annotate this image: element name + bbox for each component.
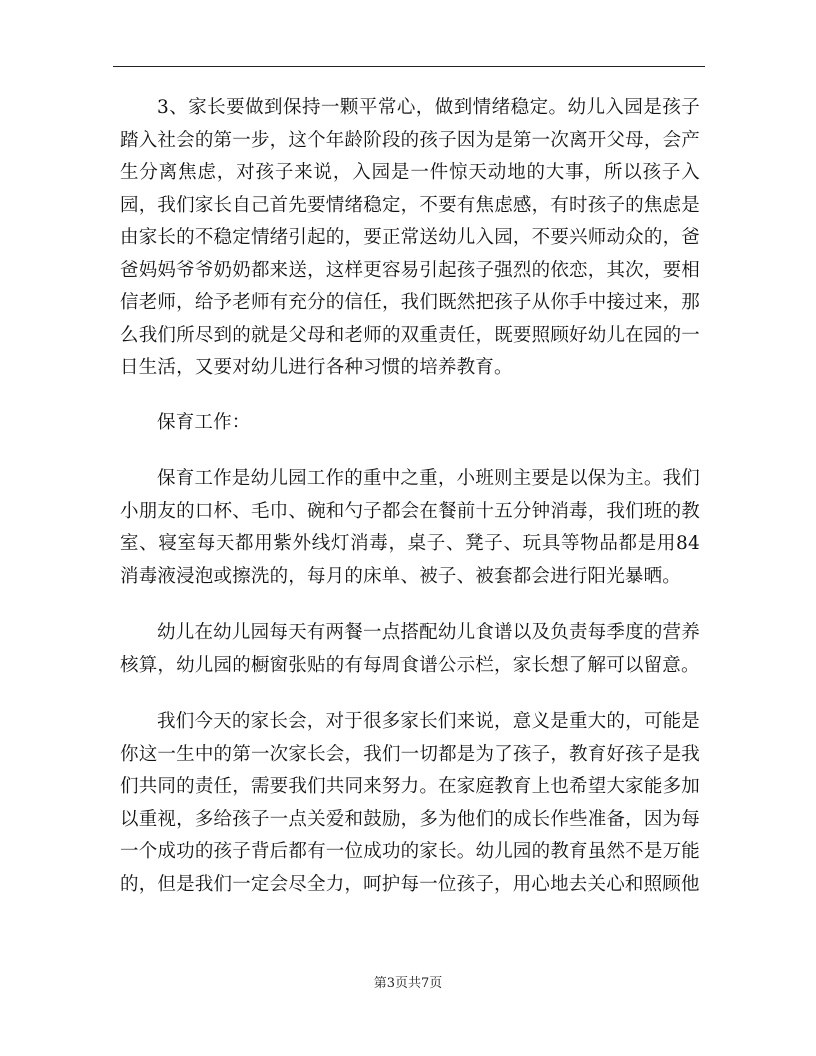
- document-body: [120, 92, 700, 923]
- page-number-footer: 第3页共7页: [373, 976, 443, 991]
- header-rule: [113, 66, 705, 67]
- paragraph-meals-menu: 幼儿在幼儿园每天有两餐一点搭配幼儿食谱以及负责每季度的营养核算，幼儿园的橱窗张贴的有每周食谱公示栏，家长想了解可以留意。: [120, 622, 700, 676]
- paragraph-care-work-disinfection: 保育工作是幼儿园工作的重中之重，小班则主要是以保为主。我们小朋友的口杯、毛巾、碗和勺子都会在餐前十五分钟消毒，我们班的教室、寝室每天都用紫外线灯消毒，桌子、凳子、玩具等物品都是用84消毒液浸泡或擦洗的，每月的床单、被子、被套都会进行阳光暴晒。: [120, 468, 700, 587]
- section-heading-care-work: 保育工作：: [157, 411, 251, 433]
- paragraph-parent-meeting: 我们今天的家长会，对于很多家长们来说，意义是重大的，可能是你这一生中的第一次家长会，我们一切都是为了孩子，教育好孩子是我们共同的责任，需要我们共同来努力。在家庭教育上也希望大家能多加以重视，多给孩子一点关爱和鼓励，多为他们的成长作些准备，因为每一个成功的孩子背后都有一位成功的家长。幼儿园的教育虽然不是万能的，但是我们一定会尽全力，呵护每一位孩子，用心地去关心和照顾他: [120, 711, 700, 895]
- paragraph-parent-emotional-stability: 3、家长要做到保持一颗平常心，做到情绪稳定。幼儿入园是孩子踏入社会的第一步，这个年龄阶段的孩子因为是第一次离开父母，会产生分离焦虑，对孩子来说，入园是一件惊天动地的大事，所以孩子入园，我们家长自己首先要情绪稳定，不要有焦虑感，有时孩子的焦虑是由家长的不稳定情绪引起的，要正常送幼儿入园，不要兴师动众的，爸爸妈妈爷爷奶奶都来送，这样更容易引起孩子强烈的依恋，其次，要相信老师，给予老师有充分的信任，我们既然把孩子从你手中接过来，那么我们所尽到的就是父母和老师的双重责任，既要照顾好幼儿在园的一日生活，又要对幼儿进行各种习惯的培养教育。: [120, 97, 700, 378]
